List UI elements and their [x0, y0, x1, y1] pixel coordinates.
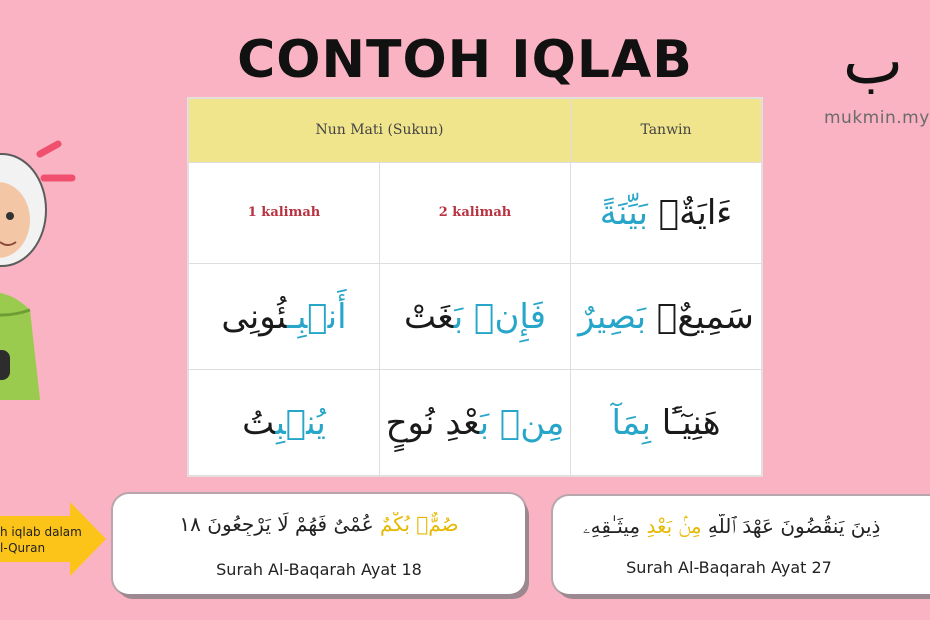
brand-name: mukmin.my	[824, 108, 930, 128]
subheader-2-kalimah: 2 kalimah	[380, 162, 571, 264]
nun-2-kalimah-example-1: فَإِنۢ بَغَتْ	[380, 264, 571, 370]
subheader-1-kalimah: 1 kalimah	[189, 162, 380, 264]
verse-reference: Surah Al-Baqarah Ayat 18	[216, 560, 422, 579]
nun-1-kalimah-example-1: أَنۢبِـئُونِى	[189, 264, 380, 370]
nun-2-kalimah-example-2: مِنۢ بَعْدِ نُوحٍ	[380, 370, 571, 476]
tanwin-example-1: ءَايَةٌۢ بَيِّنَةً	[571, 162, 762, 264]
iqlab-examples-table	[188, 98, 762, 476]
header-nun-mati: Nun Mati (Sukun)	[189, 99, 571, 163]
quran-verse-card-2	[553, 496, 930, 594]
verse-text: صُمٌّۢ بُكْمٌ عُمْىٌ فَهُمْ لَا يَرْجِعُونَ ١٨	[179, 512, 459, 536]
nun-1-kalimah-example-2: يُنۢبِتُ	[189, 370, 380, 476]
tanwin-example-3: هَنِيٓـًٔا بِمَآ	[571, 370, 762, 476]
brand-logo-glyph: ب	[842, 25, 904, 99]
callout-text: h iqlab dalam l-Quran	[0, 525, 82, 555]
header-tanwin: Tanwin	[571, 99, 762, 163]
verse-text: ذِينَ يَنقُضُونَ عَهْدَ ٱللَّهِ مِنۢ بَعْدِ مِيثَـٰقِهِۦ	[583, 514, 881, 538]
exclamation-burst-icon	[32, 140, 82, 200]
page-title: CONTOH IQLAB	[237, 30, 693, 90]
tanwin-example-2: سَمِيعٌۢ بَصِيرٌ	[571, 264, 762, 370]
verse-reference: Surah Al-Baqarah Ayat 27	[626, 558, 832, 577]
quran-verse-card-1	[113, 494, 525, 594]
